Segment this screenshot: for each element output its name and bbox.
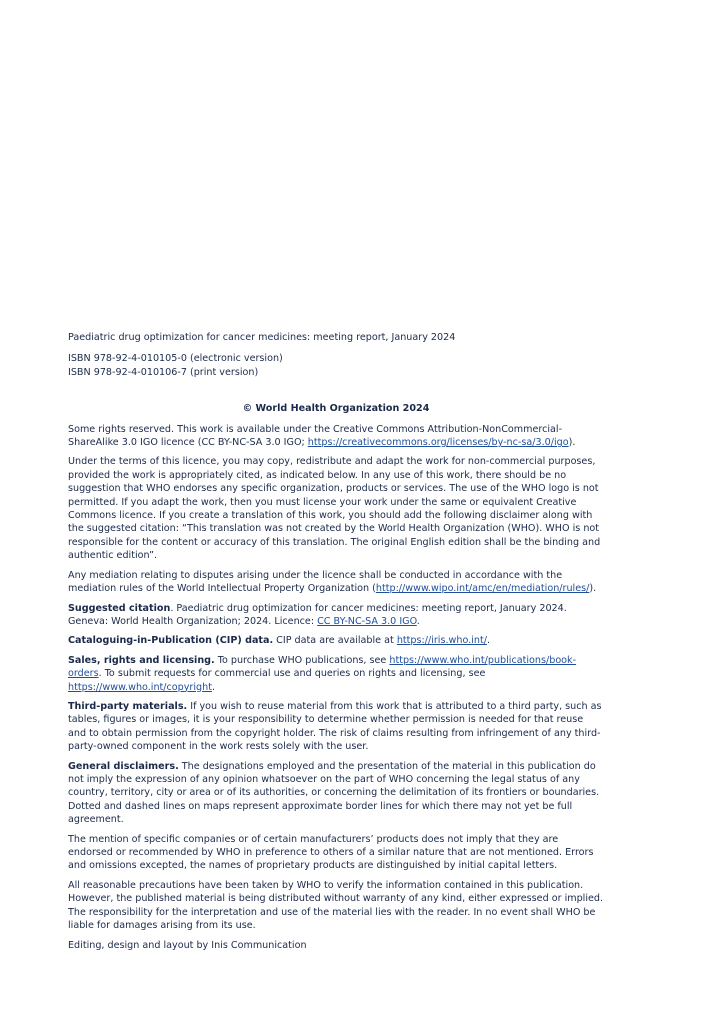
isbn-block	[68, 352, 604, 379]
mediation-text-end: ).	[589, 583, 597, 595]
sales-label: Sales, rights and licensing.	[68, 654, 215, 666]
companies-paragraph: The mention of specific companies or of certain manufacturers’ products does not imply that they are endorsed or recommended by WHO in preference to others of a similar nature that are not mentioned. Errors and omissions excepted, the names of proprietary products are distinguished by initial capital letters.	[68, 833, 594, 872]
book-orders-link[interactable]: https://www.who.int/publications/book-orders	[68, 654, 577, 680]
third-party-text: If you wish to reuse material from this work that is attributed to a third party, such as tables, figures or images, it is your responsibility to determine whether permission is needed for that reuse and to obtain permission from the copyright holder. The risk of claims resulting from infringement of any third-party-owned component in the work rests solely with the user.	[68, 700, 602, 753]
precautions-paragraph: All reasonable precautions have been taken by WHO to verify the information contained in this publication. However, the published material is being distributed without warranty of any kind, either expressed or implied. The responsibility for the interpretation and use of the material lies with the reader. In no event shall WHO be liable for damages arising from its use.	[68, 879, 604, 932]
licence-link[interactable]: CC BY-NC-SA 3.0 IGO	[317, 615, 417, 627]
citation-text-end: .	[416, 615, 420, 627]
rights-text-end: ).	[568, 437, 576, 449]
disclaimers-label: General disclaimers.	[68, 760, 179, 772]
copyright-notice: © World Health Organization 2024	[242, 403, 430, 415]
copyright-link[interactable]: https://www.who.int/copyright	[68, 681, 212, 693]
sales-text-2: . To submit requests for commercial use and queries on rights and licensing, see	[98, 668, 486, 680]
cip-label: Cataloguing-in-Publication (CIP) data.	[68, 635, 274, 647]
editing-credit: Editing, design and layout by Inis Communication	[68, 940, 307, 952]
mediation-text: Any mediation relating to disputes arising under the licence shall be conducted in accordance with the mediation rules of the World Intellectual Property Organization (	[68, 569, 563, 595]
report-title-line: Paediatric drug optimization for cancer medicines: meeting report, January 2024	[68, 332, 456, 343]
sales-text: To purchase WHO publications, see	[214, 654, 390, 666]
rights-paragraph	[68, 423, 604, 450]
sales-text-end: .	[211, 681, 216, 693]
mediation-paragraph	[68, 569, 604, 596]
wipo-mediation-link[interactable]: http://www.wipo.int/amc/en/mediation/rules/	[375, 583, 590, 595]
disclaimers-paragraph	[68, 760, 604, 827]
third-party-label: Third-party materials.	[68, 700, 188, 712]
isbn-electronic: ISBN 978-92-4-010105-0 (electronic version)	[68, 353, 283, 365]
copyright-page-content	[68, 331, 604, 953]
iris-link[interactable]: https://iris.who.int/	[396, 635, 487, 647]
isbn-print: ISBN 978-92-4-010106-7 (print version)	[68, 366, 259, 378]
rights-text: Some rights reserved. This work is available under the Creative Commons Attribution-NonCommercial-ShareAlike 3.0 IGO licence (CC BY-NC-SA 3.0 IGO;	[68, 423, 563, 449]
cip-text: CIP data are available at	[273, 635, 397, 647]
licence-terms-paragraph: Under the terms of this licence, you may copy, redistribute and adapt the work for non-commercial purposes, provided the work is appropriately cited, as indicated below. In any use of this work, there should be no suggestion that WHO endorses any specific organization, products or services. The use of the WHO logo is not permitted. If you adapt the work, then you must license your work under the same or equivalent Creative Commons licence. If you create a translation of this work, you should add the following disclaimer along with the suggested citation: “This translation was not created by the World Health Organization (WHO). WHO is not responsible for the content or accuracy of this translation. The original English edition shall be the binding and authentic edition”.	[68, 456, 601, 562]
citation-label: Suggested citation	[68, 602, 171, 614]
creative-commons-link[interactable]: https://creativecommons.org/licenses/by-nc-sa/3.0/igo	[307, 437, 569, 449]
citation-paragraph	[68, 602, 604, 629]
sales-paragraph	[68, 654, 604, 694]
cip-paragraph	[68, 634, 604, 647]
third-party-paragraph	[68, 700, 604, 754]
citation-text: . Paediatric drug optimization for cancer medicines: meeting report, January 2024. Geneva: World Health Organization; 2024. Licence:	[68, 602, 567, 627]
disclaimers-text: The designations employed and the presentation of the material in this publication do not imply the expression of any opinion whatsoever on the part of WHO concerning the legal status of any country, territory, city or area or of its authorities, or concerning the delimitation of its frontiers or boundaries. Dotted and dashed lines on maps represent approximate border lines for which there may not yet be full agreement.	[68, 760, 600, 826]
cip-text-end: .	[486, 635, 491, 647]
